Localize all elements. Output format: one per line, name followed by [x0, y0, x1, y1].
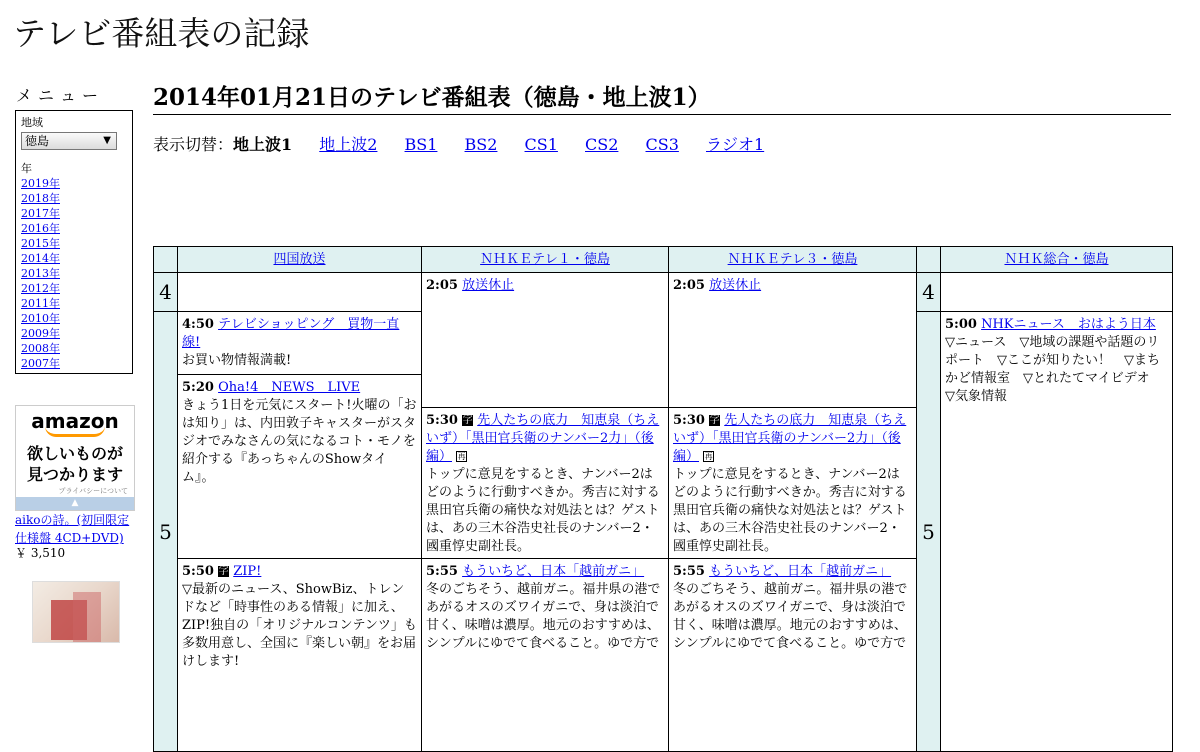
ad-copy-line1: 欲しいものが [26, 444, 123, 463]
hour-header-right [917, 247, 941, 273]
program-title-link[interactable]: NHKニュース おはよう日本 [981, 317, 1156, 332]
amazon-ad-banner[interactable] [15, 405, 135, 511]
product-image[interactable] [32, 581, 120, 643]
year-link-2013[interactable]: 2013年 [21, 267, 60, 280]
rerun-icon: 再 [457, 452, 466, 461]
program-time: 5:55 [673, 564, 705, 579]
product-link[interactable]: aikoの詩。(初回限定仕様盤 4CD+DVD) [15, 513, 130, 545]
program-desc: ▽最新のニュース、ShowBiz、トレンドなど「時事性のある情報」に加え、ZIP!独自の「オリジナルコンテンツ」も多数用意し、全国に『楽しい朝』をお届けします! [182, 582, 417, 669]
program-title-link[interactable]: 放送休止 [709, 278, 762, 293]
program-time: 5:55 [426, 564, 458, 579]
program-cell-empty [178, 273, 422, 312]
page-title: 2014年01月21日のテレビ番組表（徳島・地上波1） [153, 84, 1171, 115]
view-switcher [153, 135, 764, 155]
menu-heading: メニュー [16, 86, 105, 105]
program-time: 5:00 [945, 317, 977, 332]
program-time: 5:50 [182, 564, 214, 579]
program-desc: お買い物情報満載! [182, 353, 292, 368]
view-link-bs2[interactable]: BS2 [464, 135, 498, 154]
year-link-2010[interactable]: 2010年 [21, 312, 60, 325]
hour-cell-4-left: 4 [154, 273, 178, 312]
menu-box [15, 110, 133, 374]
program-title-link[interactable]: もういちど、日本「越前ガニ」 [462, 564, 645, 579]
ad-collapse-bar[interactable] [16, 497, 134, 510]
region-select[interactable] [21, 132, 117, 150]
program-cell [178, 375, 422, 559]
ad-privacy-link[interactable]: プライバシーについて [58, 487, 128, 495]
program-title-link[interactable]: ZIP! [233, 564, 262, 579]
region-label: 地域 [21, 116, 43, 129]
program-title-link[interactable]: Oha!4 NEWS LIVE [218, 380, 361, 395]
program-cell [669, 559, 917, 752]
channel-link-shikoku[interactable]: 四国放送 [273, 252, 326, 267]
channel-header-etele3 [669, 247, 917, 273]
program-time: 4:50 [182, 317, 214, 332]
view-link-cs2[interactable]: CS2 [585, 135, 619, 154]
program-grid [153, 246, 1172, 669]
program-desc: きょう1日を元気にスタート!火曜の「おは知り」は、内田敦子キャスターがスタジオでみなさんの気になるコト・モノを紹介する『あっちゃんのShowタイム』。 [182, 398, 417, 485]
year-link-2015[interactable]: 2015年 [21, 237, 60, 250]
program-time: 5:20 [182, 380, 214, 395]
program-cell [422, 559, 669, 752]
program-time: 5:30 [673, 413, 705, 428]
ad-copy-line2: 見つかります [26, 465, 123, 484]
program-cell [422, 273, 669, 408]
product-price: ￥ 3,510 [15, 546, 66, 560]
year-link-2016[interactable]: 2016年 [21, 222, 60, 235]
hour-header-left [154, 247, 178, 273]
program-title-link[interactable]: 放送休止 [462, 278, 515, 293]
current-view: 地上波1 [233, 135, 293, 154]
channel-link-etele3[interactable]: ＮＨＫＥテレ３・徳島 [727, 252, 858, 267]
year-link-2008[interactable]: 2008年 [21, 342, 60, 355]
program-title-link[interactable]: 先人たちの底力 知恵泉（ちえいず）「黒田官兵衛のナンバー2力」（後編） [673, 413, 907, 464]
program-cell [178, 312, 422, 375]
region-select-value: 徳島 [25, 134, 50, 148]
subtitle-icon: 字 [218, 566, 229, 577]
view-link-cs3[interactable]: CS3 [645, 135, 679, 154]
program-time: 2:05 [673, 278, 705, 293]
product-image-figure2 [73, 592, 101, 642]
year-list [21, 176, 127, 371]
program-desc: トップに意見をするとき、ナンバー2はどのように行動すべきか。秀吉に対する黒田官兵衛の痛快な対処法とは？ゲストは、あの三木谷浩史社長のナンバー2・國重惇史副社長。 [426, 467, 660, 554]
hour-cell-5-left: 5 [154, 312, 178, 752]
program-title-link[interactable]: もういちど、日本「越前ガニ」 [709, 564, 892, 579]
amazon-logo: amazon [31, 409, 119, 433]
year-label: 年 [21, 162, 32, 175]
view-link-radio1[interactable]: ラジオ1 [705, 135, 765, 154]
hour-cell-5-right: 5 [917, 312, 941, 752]
channel-header-nhk-sogo [941, 247, 1173, 273]
view-link-bs1[interactable]: BS1 [404, 135, 438, 154]
channel-header-etele1 [422, 247, 669, 273]
program-title-link[interactable]: 先人たちの底力 知恵泉（ちえいず）「黒田官兵衛のナンバー2力」（後編） [426, 413, 660, 464]
year-link-2014[interactable]: 2014年 [21, 252, 60, 265]
subtitle-icon: 字 [709, 415, 720, 426]
program-cell [422, 408, 669, 559]
program-cell [941, 312, 1173, 752]
subtitle-icon: 字 [462, 415, 473, 426]
view-link-cs1[interactable]: CS1 [524, 135, 558, 154]
rerun-icon: 再 [704, 452, 713, 461]
year-link-2018[interactable]: 2018年 [21, 192, 60, 205]
triangle-up-icon: ▲ [71, 498, 79, 508]
program-time: 5:30 [426, 413, 458, 428]
year-link-2019[interactable]: 2019年 [21, 177, 60, 190]
hour-cell-4-right: 4 [917, 273, 941, 312]
program-cell [178, 559, 422, 752]
program-time: 2:05 [426, 278, 458, 293]
site-title: テレビ番組表の記録 [13, 14, 310, 53]
program-cell [669, 408, 917, 559]
channel-header-shikoku [178, 247, 422, 273]
channel-link-nhk-sogo[interactable]: ＮＨＫ総合・徳島 [1004, 252, 1109, 267]
program-desc: 冬のごちそう、越前ガニ。福井県の港であがるオスのズワイガニで、身は淡泊で甘く、味噌は濃厚。地元のおすすめは、シンプルにゆでて食べること。ゆで方で [426, 582, 661, 651]
program-cell-empty [941, 273, 1173, 312]
year-link-2011[interactable]: 2011年 [21, 297, 60, 310]
program-desc: 冬のごちそう、越前ガニ。福井県の港であがるオスのズワイガニで、身は淡泊で甘く、味噌は濃厚。地元のおすすめは、シンプルにゆでて食べること。ゆで方で [673, 582, 908, 651]
year-link-2012[interactable]: 2012年 [21, 282, 60, 295]
program-desc: ▽ニュース ▽地域の課題や話題のリポート ▽ここが知りたい！ ▽まちかど情報室 ▽とれたてマイビデオ ▽気象情報 [945, 335, 1163, 404]
year-link-2009[interactable]: 2009年 [21, 327, 60, 340]
year-link-2007[interactable]: 2007年 [21, 357, 60, 370]
view-link-terrestrial2[interactable]: 地上波2 [319, 135, 378, 154]
program-cell [669, 273, 917, 408]
chevron-down-icon: ▼ [103, 135, 111, 146]
channel-link-etele1[interactable]: ＮＨＫＥテレ１・徳島 [480, 252, 610, 267]
program-title-link[interactable]: テレビショッピング 買物一直線! [182, 317, 400, 350]
program-desc: トップに意見をするとき、ナンバー2はどのように行動すべきか。秀吉に対する黒田官兵衛の痛快な対処法とは？ゲストは、あの三木谷浩史社長のナンバー2・國重惇史副社長。 [673, 467, 907, 554]
switch-label: 表示切替： [153, 135, 234, 154]
year-link-2017[interactable]: 2017年 [21, 207, 60, 220]
